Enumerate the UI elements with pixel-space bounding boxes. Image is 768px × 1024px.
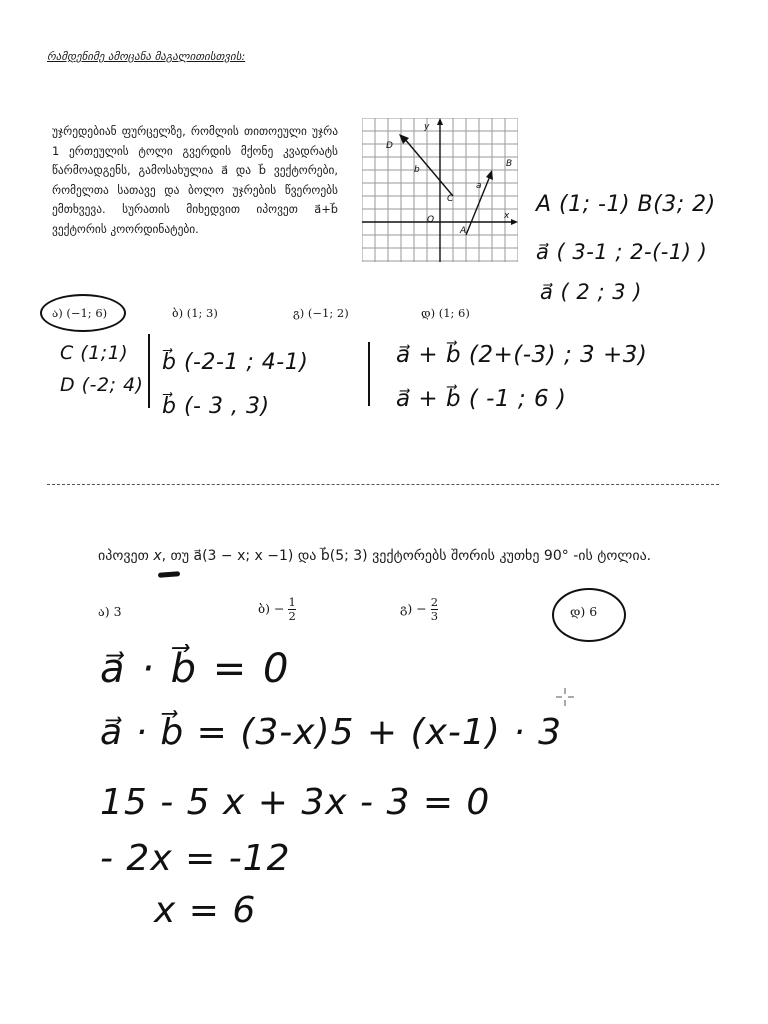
vector-a-label: a bbox=[476, 181, 482, 191]
x-axis-arrow-icon bbox=[511, 219, 518, 225]
solution-line-1: a⃗ · b⃗ = 0 bbox=[100, 646, 291, 692]
p2-option-d-circle-mark bbox=[552, 588, 626, 642]
p2-option-c bbox=[400, 596, 438, 623]
p2-option-b-fraction bbox=[288, 596, 295, 623]
p2-option-c-den: 3 bbox=[430, 609, 439, 623]
x-axis-label: x bbox=[504, 211, 510, 221]
handwritten-vector-a-calc: a⃗ ( 3-1 ; 2-(-1) ) bbox=[536, 240, 708, 264]
p2-option-a: ა) 3 bbox=[98, 604, 122, 619]
p2-option-c-fraction bbox=[431, 596, 438, 623]
p2-option-b-num: 1 bbox=[288, 595, 296, 609]
underline-mark-x bbox=[158, 571, 180, 578]
origin-label: O bbox=[427, 215, 435, 225]
problem2-text-pre: იპოვეთ bbox=[98, 548, 149, 564]
point-a-label: A bbox=[460, 226, 467, 236]
y-axis-label: y bbox=[424, 122, 430, 132]
problem2-vector-b: b⃗(5; 3) bbox=[320, 548, 368, 564]
problem2-statement bbox=[98, 548, 651, 564]
handwritten-vector-b-result: b⃗ (- 3 , 3) bbox=[162, 394, 270, 419]
point-c-label: C bbox=[447, 194, 454, 204]
solution-line-3: 15 - 5 x + 3x - 3 = 0 bbox=[100, 782, 491, 823]
work-separator-1 bbox=[148, 334, 150, 408]
handwritten-points-ab: A (1; -1) B(3; 2) bbox=[536, 192, 716, 217]
vector-b bbox=[404, 138, 453, 196]
crosshair-cursor-icon bbox=[556, 688, 574, 706]
handwritten-point-c: C (1;1) bbox=[60, 342, 129, 364]
vector-a-arrowhead-icon bbox=[486, 170, 493, 180]
y-axis-arrow-icon bbox=[437, 118, 443, 125]
p2-option-c-prefix: გ) − bbox=[400, 601, 427, 616]
handwritten-vector-a-result: a⃗ ( 2 ; 3 ) bbox=[540, 280, 642, 304]
vector-grid-figure bbox=[362, 118, 518, 262]
problem2-text-post: ვექტორებს შორის კუთხე 90° -ის ტოლია. bbox=[372, 548, 652, 564]
point-b-label: B bbox=[506, 159, 513, 169]
problem2-var-x: x bbox=[153, 548, 162, 564]
option-d: დ) (1; 6) bbox=[421, 306, 470, 320]
page-title: რამდენიმე ამოცანა მაგალითისთვის: bbox=[47, 50, 246, 63]
work-separator-2 bbox=[368, 342, 370, 406]
problem1-statement: უჯრედებიან ფურცელზე, რომლის თითოეული უჯრა 1 ერთეულის ტოლი გვერდის მქონე კვადრატს წარმოადგენს, გამოსახულია a⃗ და b⃗ ვექტორები, რომელთა სათავე და ბოლო უჯრების წვეროებს ემთხვევა. სურათის მიხედვით იპოვეთ a⃗+b⃗ ვექტორის კოორდინატები. bbox=[52, 124, 338, 236]
handwritten-sum-calc: a⃗ + b⃗ (2+(-3) ; 3 +3) bbox=[396, 342, 648, 368]
p2-option-d: დ) 6 bbox=[570, 604, 598, 619]
problem2-vector-a: a⃗(3 − x; x −1) bbox=[193, 548, 294, 564]
solution-line-4: - 2x = -12 bbox=[100, 838, 291, 879]
point-d-label: D bbox=[386, 141, 393, 151]
p2-option-b-den: 2 bbox=[288, 609, 296, 623]
option-a-circle-mark bbox=[40, 294, 126, 332]
handwritten-sum-result: a⃗ + b⃗ ( -1 ; 6 ) bbox=[396, 386, 567, 412]
solution-line-2: a⃗ · b⃗ = (3-x)5 + (x-1) · 3 bbox=[100, 712, 563, 753]
problem2-text-and: და bbox=[297, 548, 317, 564]
solution-line-5: x = 6 bbox=[154, 890, 257, 931]
option-b: ბ) (1; 3) bbox=[172, 306, 218, 320]
option-c: გ) (−1; 2) bbox=[293, 306, 349, 320]
handwritten-point-d: D (-2; 4) bbox=[60, 374, 144, 396]
handwritten-vector-b-calc: b⃗ (-2-1 ; 4-1) bbox=[162, 350, 309, 375]
p2-option-c-num: 2 bbox=[430, 595, 439, 609]
option-a: ა) (−1; 6) bbox=[52, 306, 108, 320]
p2-option-b-prefix: ბ) − bbox=[258, 601, 285, 616]
vector-b-label: b bbox=[414, 165, 420, 175]
section-divider bbox=[47, 484, 719, 485]
p2-option-b bbox=[258, 596, 296, 623]
problem2-text-mid: , თუ bbox=[161, 548, 190, 564]
